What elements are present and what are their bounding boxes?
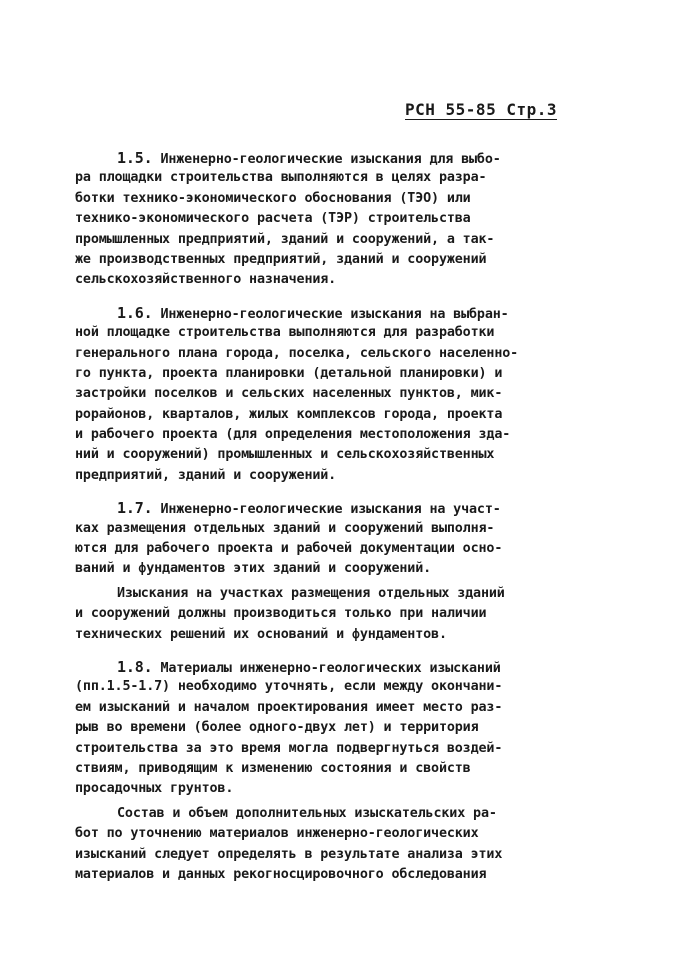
text-line: же производственных предприятий, зданий и сооружений [75, 251, 487, 267]
text-line: промышленных предприятий, зданий и сооружений, а так- [75, 231, 495, 247]
paragraph-gap [75, 645, 595, 657]
clause-number: 1.5. [117, 149, 153, 167]
text-line: и сооружений должны производиться только при наличии [75, 606, 487, 622]
text-line: ботки технико-экономического обоснования (ТЭО) или [75, 190, 471, 206]
paragraph-1-7 [75, 498, 595, 580]
text-line [75, 657, 595, 677]
text-line: (пп.1.5-1.7) необходимо уточнять, если между окончани- [75, 679, 503, 695]
paragraph-1-6 [75, 303, 595, 487]
paragraph-1-7-continued [75, 584, 595, 645]
text-line: строительства за это время могла подвергнуться воздей- [75, 740, 503, 756]
clause-number: 1.7. [117, 499, 153, 518]
document-reference: РСН 55-85 Стр.3 [405, 100, 557, 119]
text-line: ках размещения отдельных зданий и сооружений выполня- [75, 520, 495, 536]
text-line: ствиям, приводящим к изменению состояния и свойств [75, 760, 471, 776]
text-line: просадочных грунтов. [75, 781, 234, 797]
text-line: предприятий, зданий и сооружений. [75, 467, 337, 483]
line-text: Инженерно-геологические изыскания на участ- [152, 502, 501, 518]
paragraph-1-8-continued [75, 804, 595, 886]
line-text: Инженерно-геологические изыскания для выбо- [152, 152, 501, 167]
text-line: ваний и фундаментов этих зданий и сооружений. [75, 561, 432, 577]
text-line: Состав и объем дополнительных изыскательских ра- [117, 805, 497, 821]
clause-number: 1.6. [117, 303, 153, 322]
text-line: ной площадке строительства выполняются для разработки [75, 325, 495, 341]
text-line: застройки поселков и сельских населенных пунктов, мик- [75, 386, 503, 402]
text-line: материалов и данных рекогносцировочного обследования [75, 866, 487, 882]
paragraph-gap [75, 486, 595, 498]
paragraph-1-8 [75, 657, 595, 800]
text-line: изысканий следует определять в результате анализа этих [75, 846, 503, 862]
text-line [75, 498, 595, 518]
document-body [75, 148, 595, 885]
text-line: рорайонов, кварталов, жилых комплексов города, проекта [75, 406, 503, 422]
clause-number: 1.8. [117, 657, 153, 676]
paragraph-gap [75, 291, 595, 303]
text-line: рыв во времени (более одного-двух лет) и территория [75, 720, 479, 736]
text-line [75, 303, 595, 323]
paragraph-1-5 [75, 148, 595, 291]
text-line [75, 148, 595, 168]
line-text: Инженерно-геологические изыскания на выбран- [152, 306, 509, 322]
text-line: сельскохозяйственного назначения. [75, 272, 337, 288]
text-line: и рабочего проекта (для определения местоположения зда- [75, 427, 511, 443]
text-line: ра площадки строительства выполняются в целях разра- [75, 170, 487, 186]
text-line: ний и сооружений) промышленных и сельскохозяйственных [75, 447, 495, 463]
text-line: го пункта, проекта планировки (детальной планировки) и [75, 365, 503, 381]
text-line: бот по уточнению материалов инженерно-геологических [75, 826, 479, 842]
text-line: технических решений их оснований и фундаментов. [75, 626, 447, 642]
text-line: технико-экономического расчета (ТЭР) строительства [75, 211, 471, 227]
text-line: ются для рабочего проекта и рабочей документации осно- [75, 541, 503, 557]
line-text: Материалы инженерно-геологических изысканий [152, 660, 501, 676]
text-line: Изыскания на участках размещения отдельных зданий [117, 585, 505, 601]
text-line: генерального плана города, поселка, сельского населенно- [75, 345, 519, 361]
text-line: ем изысканий и началом проектирования имеет место раз- [75, 699, 503, 715]
